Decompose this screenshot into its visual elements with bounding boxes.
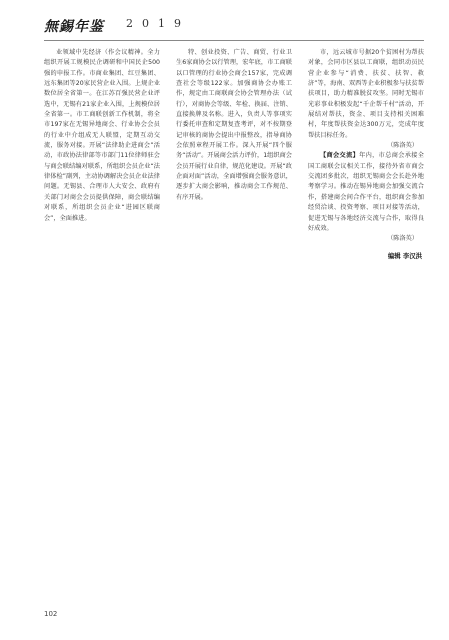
header-rule bbox=[44, 40, 424, 41]
editor-credit: 编辑 李汉洪 bbox=[387, 251, 422, 260]
article-body bbox=[44, 48, 424, 608]
paragraph bbox=[308, 151, 424, 234]
section-heading: 【商会交流】 bbox=[320, 152, 360, 160]
column-right bbox=[308, 48, 424, 608]
column-left bbox=[44, 48, 160, 608]
paragraph: 特、创业投资、广告、商贸、行业卫生6家商协会以行管理，宏年底，市工商联以口管理的行业协会商会157家，完成调查社会等级122家。加强商协会办账工作，规定由工商联商会协会管理办法（试行），对商协会等级、年检、换届、注销、直接换牌及名称。进入，负责人等事项实行委托审查和定期复查考评，对不按期登记审核的商协会提出中报整改，指导商协会依照章程开展工作。深入开展“四个服务“活动”。开展商会活力评价，1组织商会会员开展行业自律，规范化建设。开展“政企面对面”活动，全面增强商会服务意识，逐步扩大商会影响，推动商会工作规范、有序开展。 bbox=[176, 49, 292, 201]
author-note: （陈洛英） bbox=[387, 235, 418, 243]
page-number: 102 bbox=[44, 610, 58, 618]
paragraph-text: 年内，市总商会承接全国工商联会议相关工作，接待外省市商会交流团多批次，组织无锡商会会长赴外地考察学习。推动在锡异地商会加强交流合作，搭建商会间合作平台，组织商会参加经贸洽谈、投资考察、项目对接等活动，促进无锡与各地经济交流与合作，取得良好成效。 bbox=[308, 152, 424, 232]
paragraph: 市，远云城市号据20个贫困村为帮扶对象，会同市区县以工商联，组织动员民营企业参与“消费、扶贫、扶智、救济”等，海南、双西等企业积极参与扶贫帮扶项目，助力精准脱贫攻坚。同时无锡市光彩事业积极发起“千企帮千村”活动，开展结对帮扶，资金、项目支持相关困难村，年度帮扶资金达300万元，完成年度帮扶目标任务。 bbox=[308, 49, 424, 139]
header-year: 2019 bbox=[126, 17, 190, 30]
yearbook-logo: 無錫年鉴 bbox=[44, 19, 104, 35]
author-note: （陈洛英） bbox=[387, 142, 418, 150]
column-middle bbox=[176, 48, 292, 608]
paragraph: 业领域中先经济（作会议精神。全力组织开展工规模民企调研和中国民企500强的申报工作。市商业集团、红豆集团、远东集团等20家民营企业入围。上规企业数位居全省第一。在江苏百强民营企业评选中，无锡有21家企业入围，上规模位居全省第一。市工商联创新工作机制，将全市197家在无锡异地商会、行业协会会员的行业中介组成无人联盟，定期互动交流，服务对接。开展“法律助企进商会”活动，市政协法律部等市部门11位律师驻会与商会联结编对联系，所组织会员企业“法律体检”副列，主动协调解决会员企业法律问题。无锡县、合理市人大安会、政府有关部门对商会会员提供保障，商会联结编对联系，所组织会员企业“进园区联商会”，全面推进。 bbox=[44, 49, 160, 222]
page-header bbox=[44, 16, 424, 38]
